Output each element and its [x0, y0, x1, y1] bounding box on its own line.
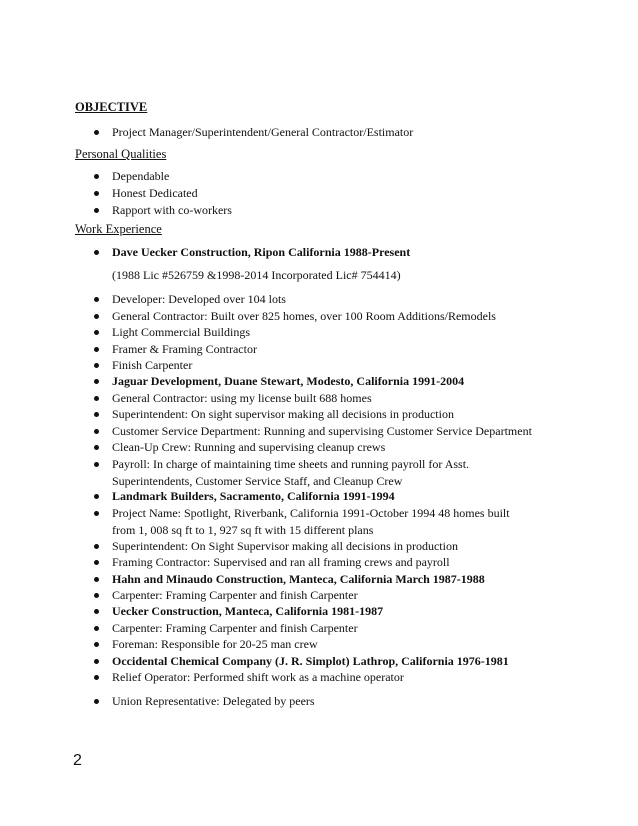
experience-item: Project Name: Spotlight, Riverbank, California 1991-October 1994 48 homes built from 1, 008 sq ft to 1, 927 sq ft with 15 different plans	[112, 505, 532, 538]
experience-item: Clean-Up Crew: Running and supervising cleanup crews	[112, 439, 532, 456]
experience-item: Foreman: Responsible for 20-25 man crew	[112, 636, 532, 653]
license-note: (1988 Lic #526759 &1998-2014 Incorporated Lic# 754414)	[112, 268, 401, 282]
work-experience-heading: Work Experience	[75, 222, 162, 236]
personal-qualities-heading: Personal Qualities	[75, 147, 167, 161]
experience-item: Union Representative: Delegated by peers	[112, 693, 532, 710]
employer-item: Uecker Construction, Manteca, California 1981-1987	[112, 603, 532, 620]
experience-item: Payroll: In charge of maintaining time sheets and running payroll for Asst. Superintendents, Customer Service Staff, and Cleanup Crew	[112, 456, 532, 489]
quality-item: Dependable	[112, 168, 532, 185]
objective-item: Project Manager/Superintendent/General Contractor/Estimator	[112, 124, 532, 141]
employer-item: Jaguar Development, Duane Stewart, Modesto, California 1991-2004	[112, 373, 532, 390]
experience-item: Light Commercial Buildings	[112, 324, 532, 341]
experience-item: Superintendent: On sight supervisor making all decisions in production	[112, 406, 532, 423]
employer-item: Dave Uecker Construction, Ripon California 1988-Present	[112, 244, 532, 261]
experience-item: Developer: Developed over 104 lots	[112, 291, 532, 308]
experience-item: Relief Operator: Performed shift work as a machine operator	[112, 669, 532, 686]
experience-item: Framer & Framing Contractor	[112, 341, 532, 358]
experience-item: Carpenter: Framing Carpenter and finish Carpenter	[112, 587, 532, 604]
objective-heading: OBJECTIVE	[75, 100, 148, 114]
employer-item: Occidental Chemical Company (J. R. Simplot) Lathrop, California 1976-1981	[112, 653, 532, 670]
experience-item: Finish Carpenter	[112, 357, 532, 374]
experience-item: General Contractor: using my license built 688 homes	[112, 390, 532, 407]
employer-item: Landmark Builders, Sacramento, California 1991-1994	[112, 488, 532, 505]
page-number: 2	[73, 752, 82, 769]
quality-item: Rapport with co-workers	[112, 202, 532, 219]
experience-item: Carpenter: Framing Carpenter and finish Carpenter	[112, 620, 532, 637]
experience-item: Framing Contractor: Supervised and ran all framing crews and payroll	[112, 554, 532, 571]
experience-item: General Contractor: Built over 825 homes, over 100 Room Additions/Remodels	[112, 308, 532, 325]
employer-item: Hahn and Minaudo Construction, Manteca, California March 1987-1988	[112, 571, 532, 588]
experience-item: Superintendent: On Sight Supervisor making all decisions in production	[112, 538, 532, 555]
experience-item: Customer Service Department: Running and supervising Customer Service Department	[112, 424, 532, 438]
quality-item: Honest Dedicated	[112, 185, 532, 202]
